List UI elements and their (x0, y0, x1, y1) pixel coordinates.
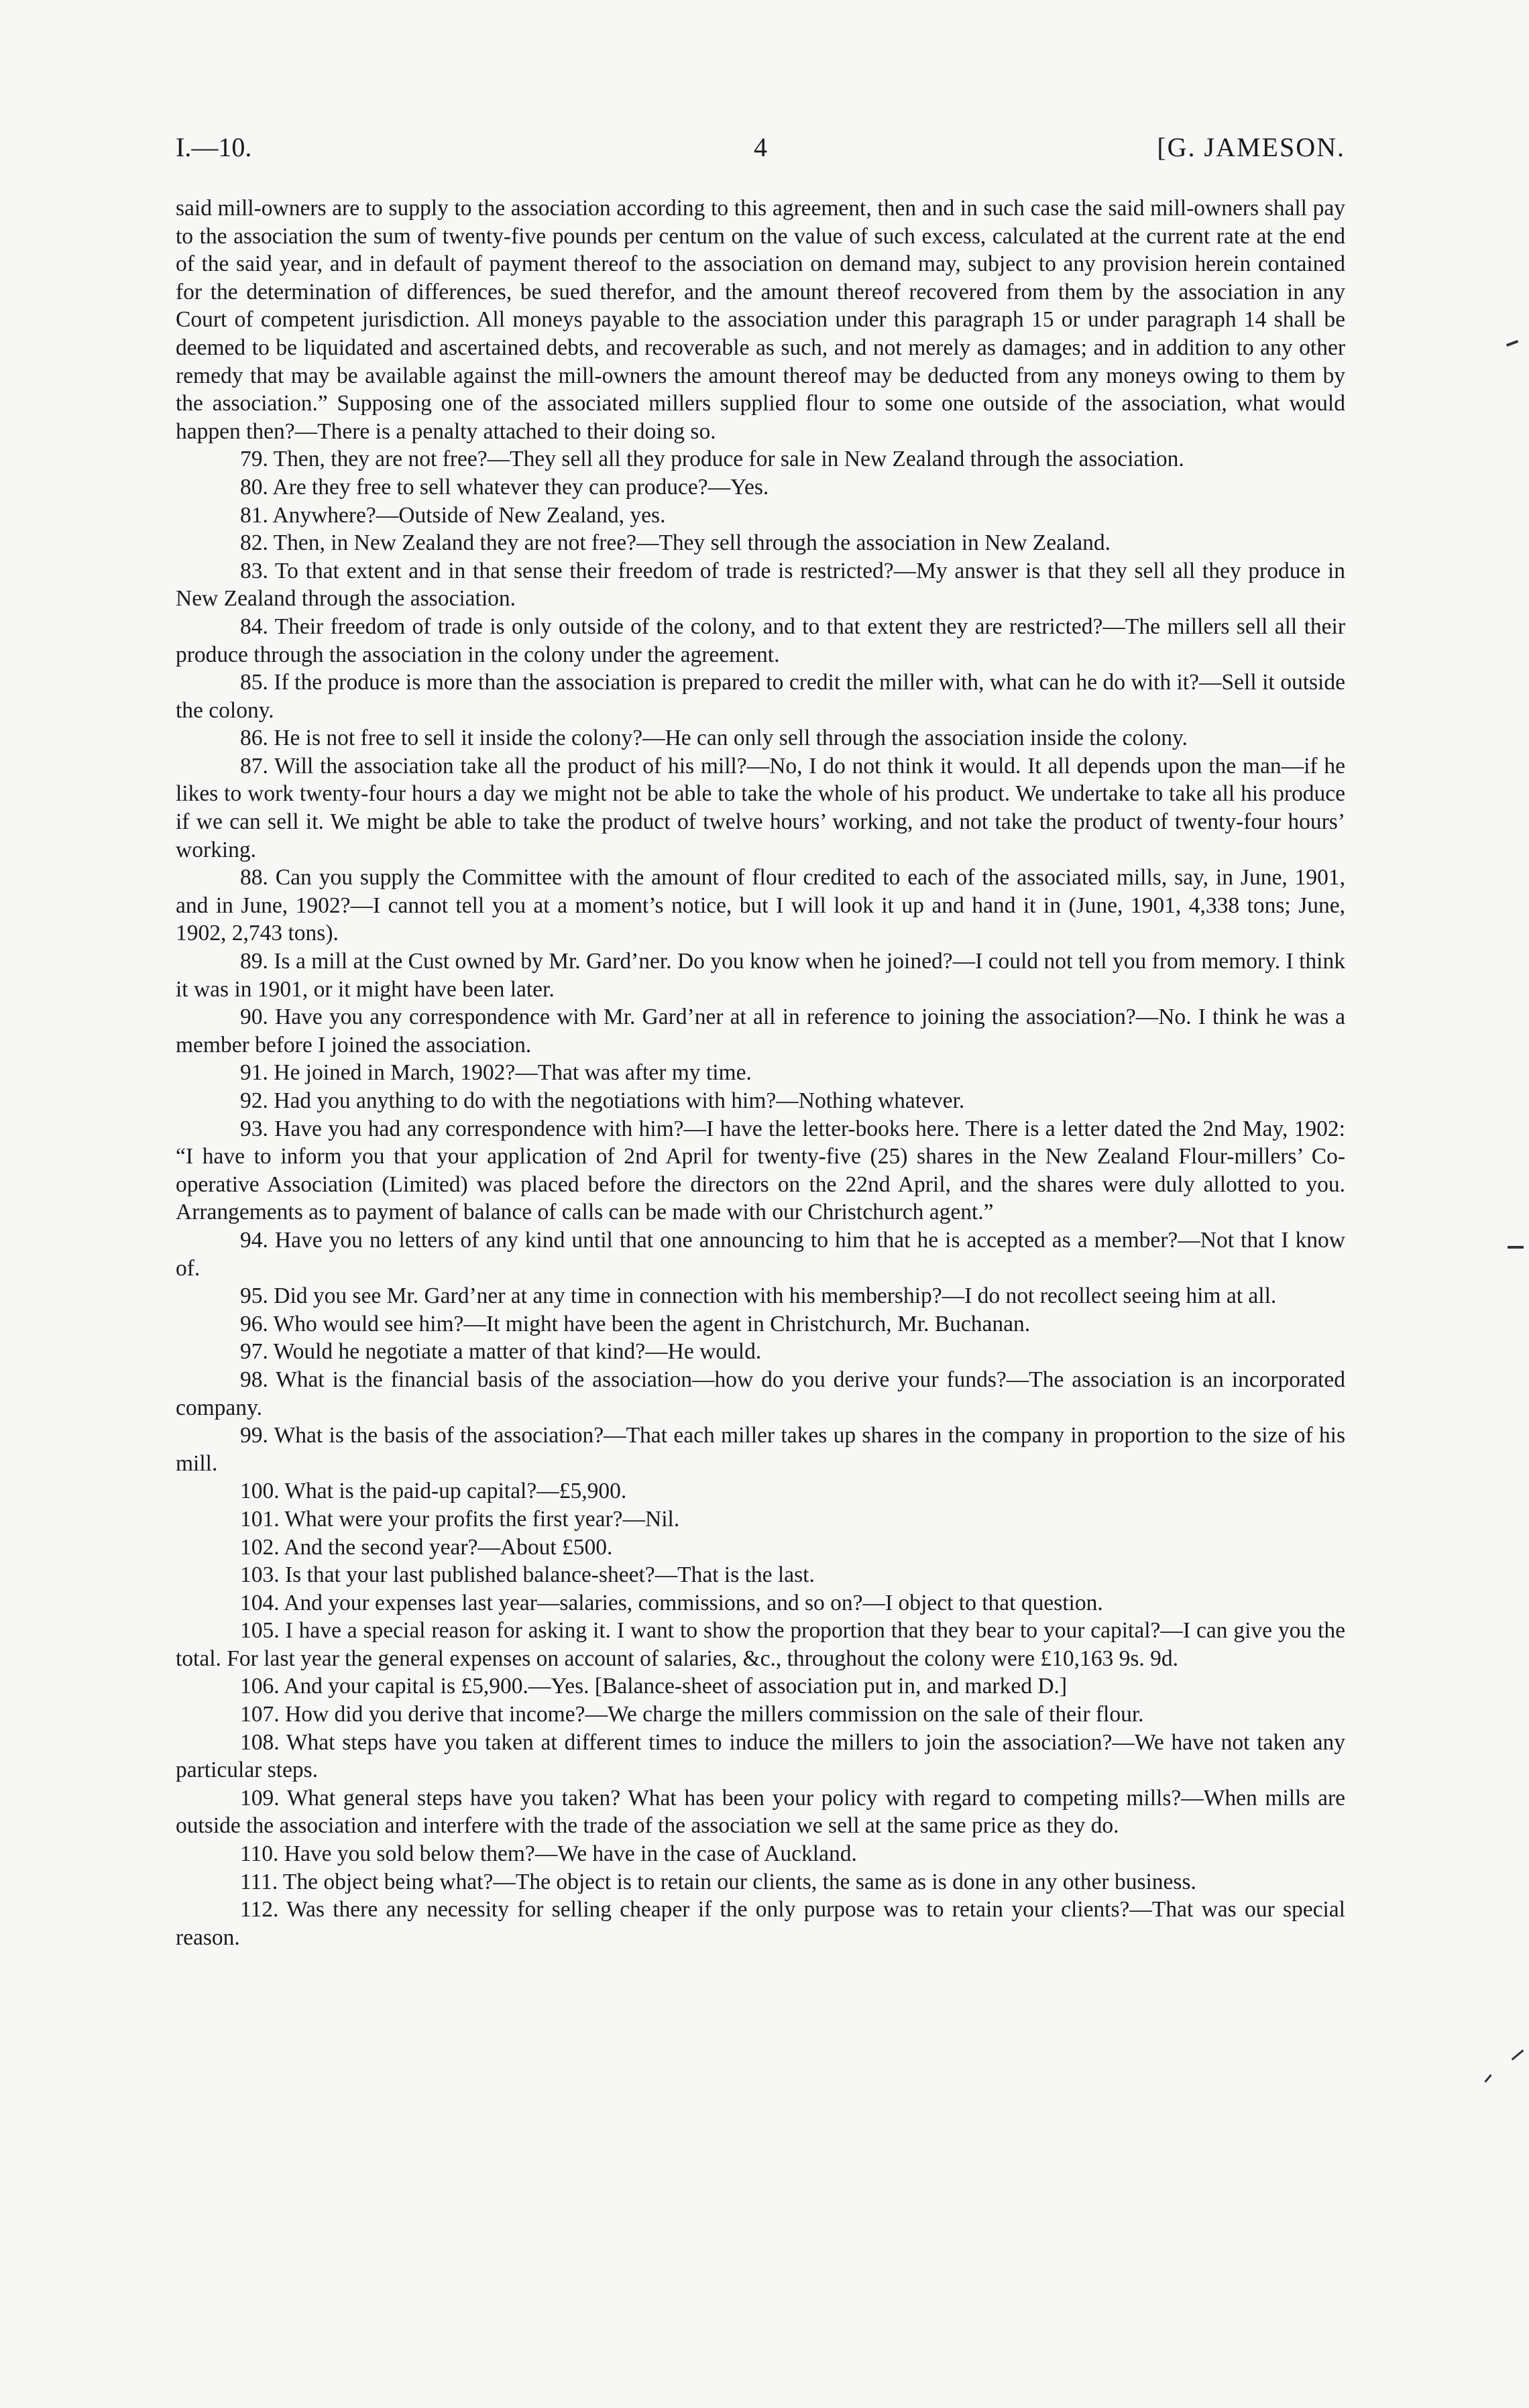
question-answer-paragraph: 94. Have you no letters of any kind until that one announcing to him that he is accepted as a member?—Not that I know of. (176, 1227, 1345, 1281)
question-answer-paragraph: 97. Would he negotiate a matter of that kind?—He would. (240, 1339, 762, 1365)
intro-paragraph: said mill-owners are to supply to the association according to this agreement, then and in such case the said mill-owners shall pay to the association the sum of twenty-five pounds per centum on the value of such excess, calculated at the current rate at the end of the said year, and in default of payment thereof to the association on demand may, subject to any provision herein contained for the determination of differences, be sued therefor, and the amount thereof recovered from them by the association in any Court of competent jurisdiction. All moneys payable to the association under this paragraph 15 or under paragraph 14 shall be deemed to be liquidated and ascertained debts, and recoverable as such, and not merely as damages; and in addition to any other remedy that may be available against the mill-owners the amount thereof may be deducted from any moneys owing to them by the association.” Supposing one of the associated millers supplied flour to some one outside of the association, what would happen then?—There is a penalty attached to their doing so. (176, 196, 1345, 444)
question-answer-paragraph: 90. Have you any correspondence with Mr. Gard’ner at all in reference to joining the association?—No. I think he was a member before I joined the association. (176, 1005, 1345, 1057)
question-answer-list (176, 445, 1345, 1951)
question-answer-paragraph: 83. To that extent and in that sense their freedom of trade is restricted?—My answer is that they sell all they produce in New Zealand through the association. (176, 558, 1345, 612)
question-answer-paragraph: 104. And your expenses last year—salaries, commissions, and so on?—I object to that question. (240, 1590, 1103, 1615)
question-answer-paragraph: 82. Then, in New Zealand they are not free?—They sell through the association in New Zealand. (240, 530, 1111, 556)
margin-mark (1508, 1246, 1524, 1249)
question-answer-paragraph: 84. Their freedom of trade is only outside of the colony, and to that extent they are restricted?—The millers sell all their produce through the association in the colony under the agreement. (176, 614, 1345, 667)
question-answer-paragraph: 105. I have a special reason for asking it. I want to show the proportion that they bear to your capital?—I can give you the total. For last year the general expenses on account of salaries, &c., throughout the colony were £10,163 9s. 9d. (176, 1618, 1345, 1671)
question-answer-paragraph: 86. He is not free to sell it inside the colony?—He can only sell through the association inside the colony. (240, 726, 1188, 751)
question-answer-paragraph: 89. Is a mill at the Cust owned by Mr. Gard’ner. Do you know when he joined?—I could not tell you from memory. I think it was in 1901, or it might have been later. (176, 949, 1345, 1002)
question-answer-paragraph: 96. Who would see him?—It might have been the agent in Christchurch, Mr. Buchanan. (240, 1311, 1031, 1336)
question-answer-paragraph: 106. And your capital is £5,900.—Yes. [Balance-sheet of association put in, and marked D.] (240, 1674, 1068, 1699)
question-answer-paragraph: 91. He joined in March, 1902?—That was after my time. (240, 1060, 752, 1086)
margin-mark (1512, 2049, 1524, 2060)
question-answer-paragraph: 112. Was there any necessity for selling cheaper if the only purpose was to retain your clients?—That was our special reason. (176, 1897, 1345, 1950)
document-body (176, 194, 1345, 1951)
question-answer-paragraph: 99. What is the basis of the association?—That each miller takes up shares in the company in proportion to the size of his mill. (176, 1423, 1345, 1476)
margin-mark (1484, 2074, 1491, 2083)
question-answer-paragraph: 92. Had you anything to do with the negotiations with him?—Nothing whatever. (240, 1088, 965, 1113)
margin-mark (1506, 340, 1518, 347)
question-answer-paragraph: 101. What were your profits the first year?—Nil. (240, 1506, 680, 1532)
document-reference: I.—10. (176, 132, 252, 162)
page-header (176, 131, 1345, 172)
witness-name: [G. JAMESON. (1157, 132, 1345, 162)
question-answer-paragraph: 102. And the second year?—About £500. (240, 1534, 613, 1560)
question-answer-paragraph: 93. Have you had any correspondence with him?—I have the letter-books here. There is a letter dated the 2nd May, 1902: “I have to inform you that your application of 2nd April for twenty-five (25) shares in the New Zealand Flour-millers’ Co-operative Association (Limited) was placed before the directors on the 22nd April, and the shares were duly allotted to you. Arrangements as to payment of balance of calls can be made with our Christchurch agent.” (176, 1116, 1345, 1225)
question-answer-paragraph: 108. What steps have you taken at different times to induce the millers to join the association?—We have not taken any particular steps. (176, 1729, 1345, 1783)
question-answer-paragraph: 95. Did you see Mr. Gard’ner at any time in connection with his membership?—I do not recollect seeing him at all. (240, 1283, 1277, 1309)
question-answer-paragraph: 100. What is the paid-up capital?—£5,900. (240, 1479, 627, 1504)
question-answer-paragraph: 79. Then, they are not free?—They sell all they produce for sale in New Zealand through the association. (240, 447, 1184, 472)
question-answer-paragraph: 87. Will the association take all the product of his mill?—No, I do not think it would. It all depends upon the man—if he likes to work twenty-four hours a day we might not be able to take the whole of his product. We undertake to take all his produce if we can sell it. We might be able to take the product of twelve hours’ working, and not take the product of twenty-four hours’ working. (176, 753, 1345, 862)
question-answer-paragraph: 107. How did you derive that income?—We charge the millers commission on the sale of their flour. (240, 1702, 1144, 1727)
question-answer-paragraph: 85. If the produce is more than the association is prepared to credit the miller with, what can he do with it?—Sell it outside the colony. (176, 670, 1345, 723)
question-answer-paragraph: 109. What general steps have you taken? What has been your policy with regard to competing mills?—When mills are outside the association and interfere with the trade of the association we sell at the same price as they do. (176, 1785, 1345, 1839)
question-answer-paragraph: 88. Can you supply the Committee with the amount of flour credited to each of the associated mills, say, in June, 1901, and in June, 1902?—I cannot tell you at a moment’s notice, but I will look it up and hand it in (June, 1901, 4,338 tons; June, 1902, 2,743 tons). (176, 865, 1345, 946)
question-answer-paragraph: 103. Is that your last published balance-sheet?—That is the last. (240, 1562, 815, 1588)
question-answer-paragraph: 111. The object being what?—The object is to retain our clients, the same as is done in any other business. (240, 1869, 1196, 1894)
page-number: 4 (754, 132, 767, 162)
question-answer-paragraph: 81. Anywhere?—Outside of New Zealand, yes. (240, 502, 666, 528)
question-answer-paragraph: 80. Are they free to sell whatever they can produce?—Yes. (240, 474, 769, 500)
question-answer-paragraph: 98. What is the financial basis of the association—how do you derive your funds?—The association is an incorporated company. (176, 1367, 1345, 1420)
question-answer-paragraph: 110. Have you sold below them?—We have in the case of Auckland. (240, 1841, 857, 1867)
